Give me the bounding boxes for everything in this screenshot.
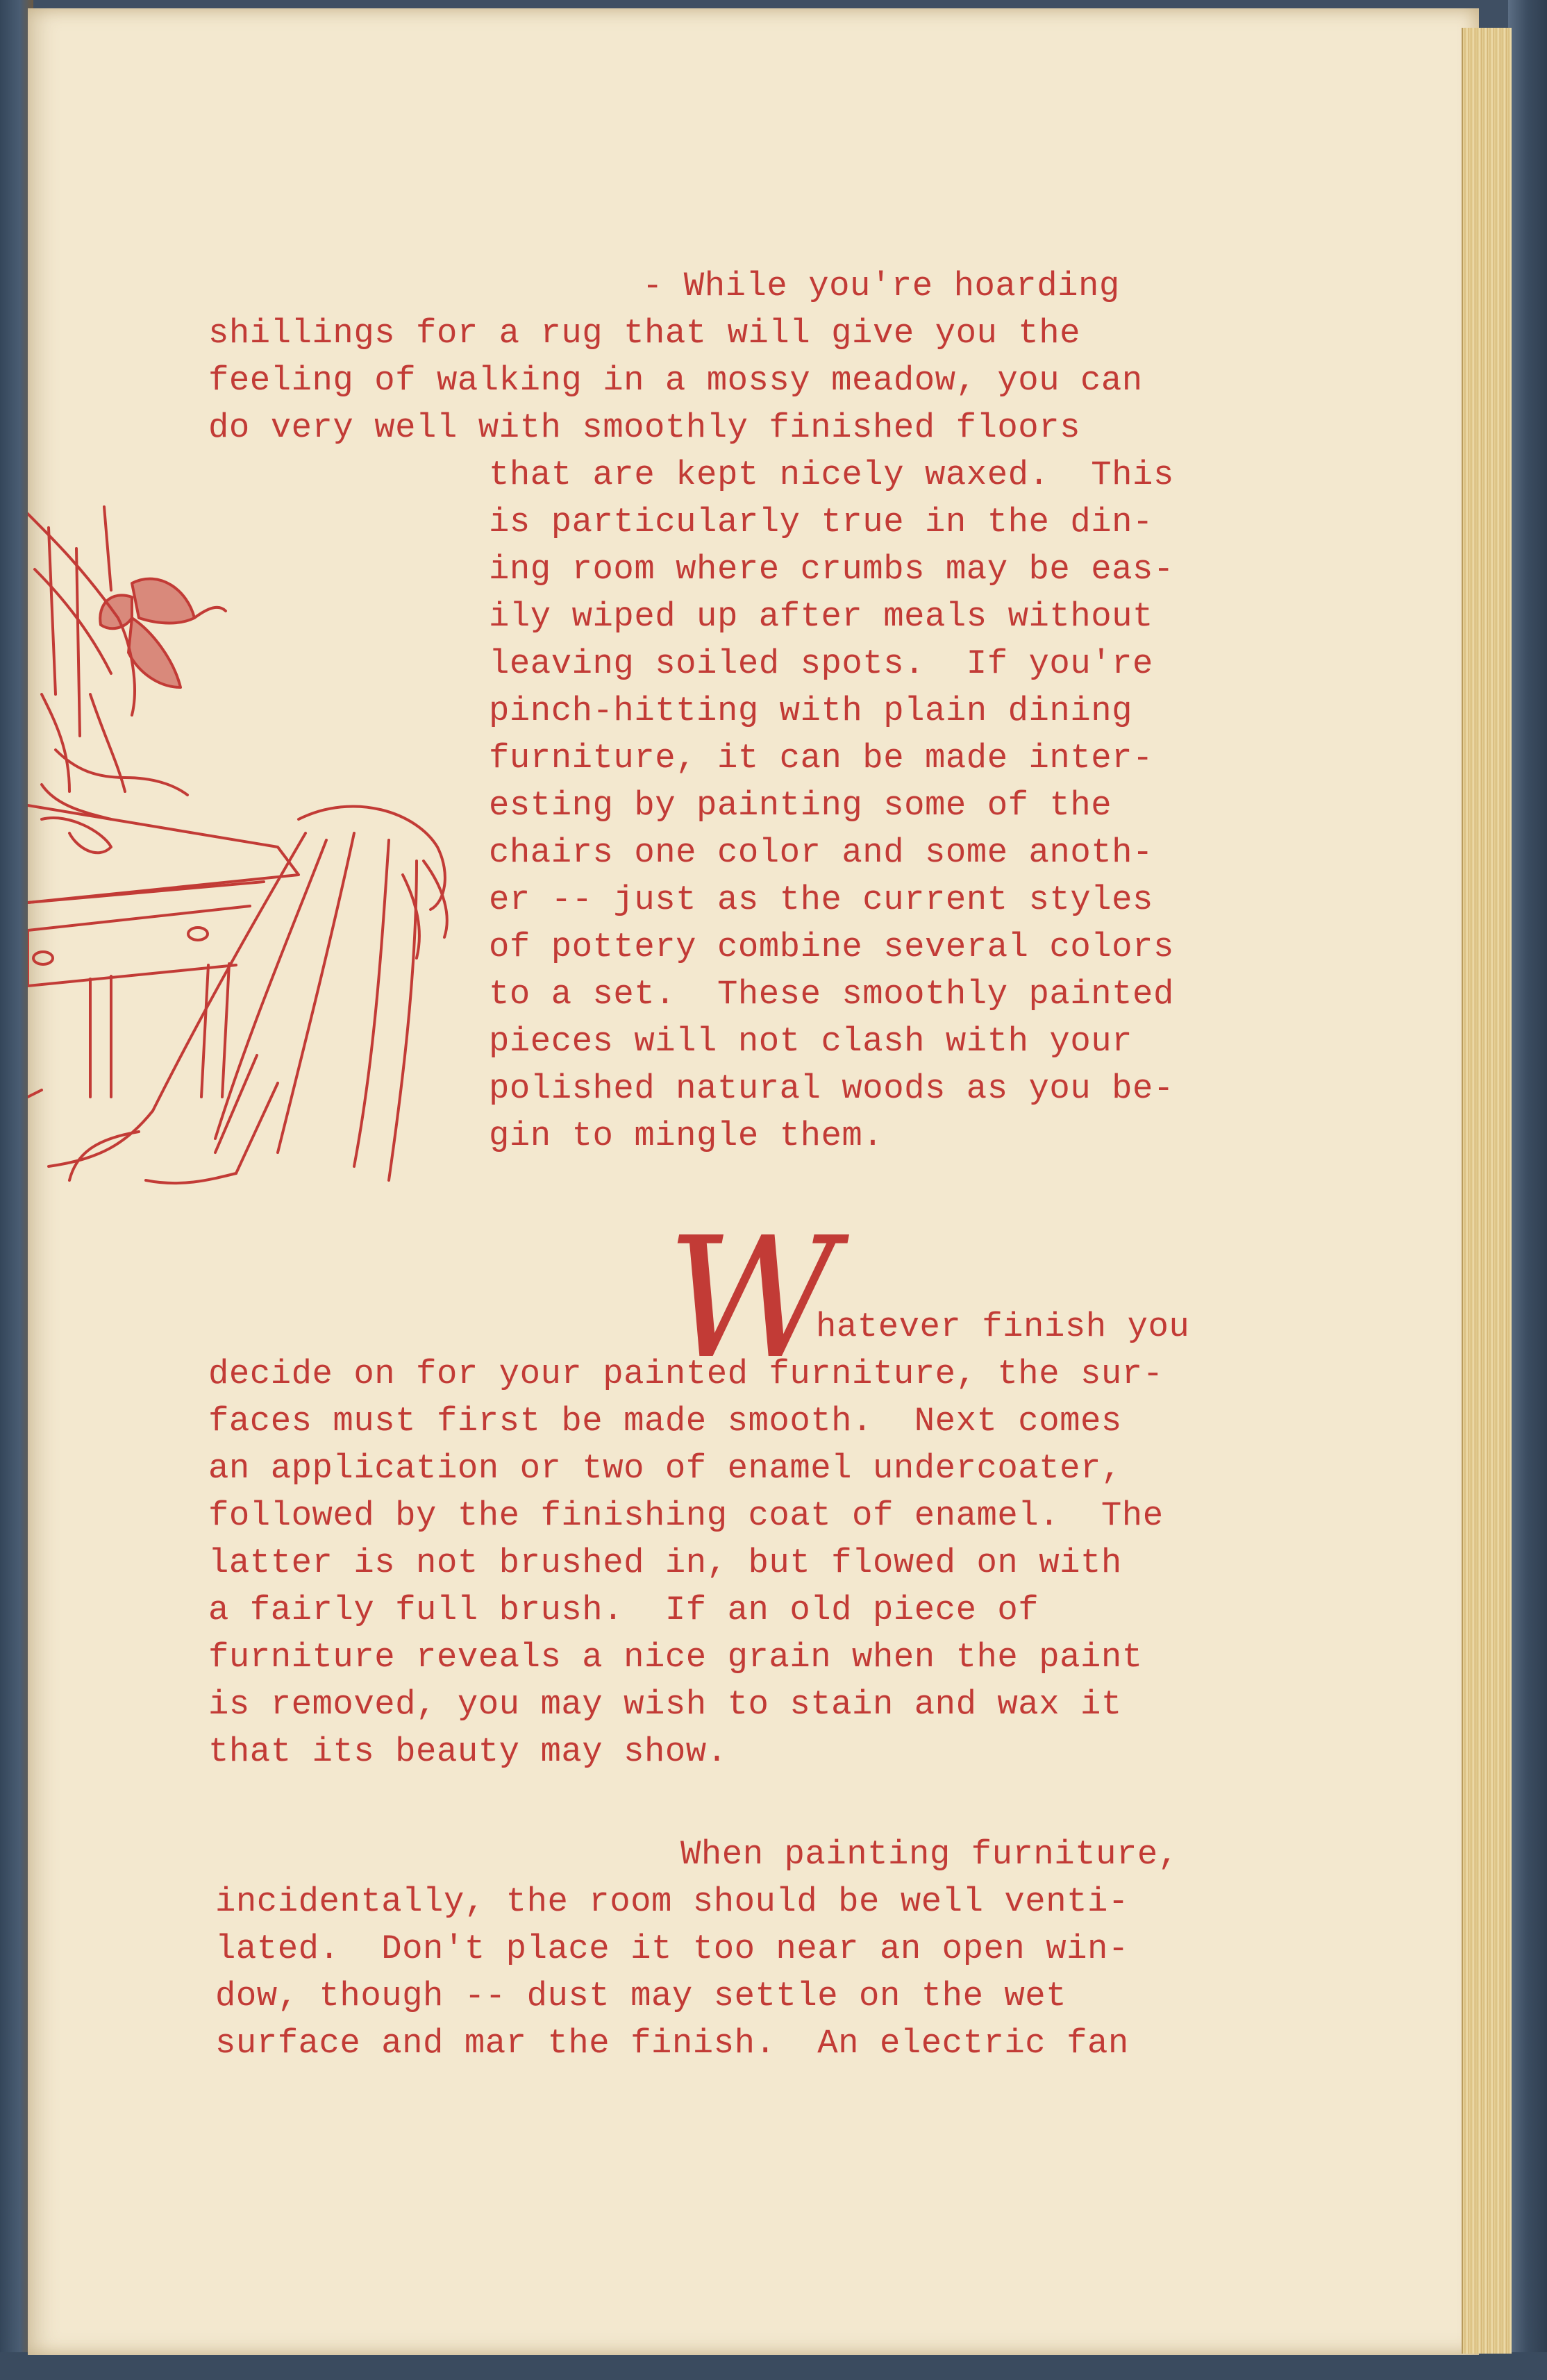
paragraph1-line: shillings for a rug that will give you the	[208, 314, 1081, 353]
paragraph1-line: leaving soiled spots. If you're	[489, 644, 1153, 683]
paragraph2-line: followed by the finishing coat of enamel. The	[208, 1496, 1164, 1535]
paragraph3-line: When painting furniture,	[680, 1835, 1179, 1874]
paragraph3-line: lated. Don't place it too near an open win-	[215, 1929, 1129, 1968]
paragraph1-line: gin to mingle them.	[489, 1116, 884, 1155]
paragraph1-line: do very well with smoothly finished floors	[208, 408, 1081, 447]
paragraph1-line: ily wiped up after meals without	[489, 597, 1153, 636]
table-with-draped-cloth-and-bow-drawing-icon	[28, 486, 458, 1194]
paragraph2-line: that its beauty may show.	[208, 1732, 728, 1771]
book-cover-bottom	[0, 2352, 1547, 2380]
paragraph1-line: esting by painting some of the	[489, 786, 1112, 825]
paragraph1-line: - While you're hoarding	[642, 267, 1120, 305]
paragraph2-line: decide on for your painted furniture, the sur-	[208, 1355, 1164, 1393]
paragraph2-line: faces must first be made smooth. Next comes	[208, 1402, 1122, 1441]
paragraph2-line: is removed, you may wish to stain and wax it	[208, 1685, 1122, 1724]
paragraph1-line: to a set. These smoothly painted	[489, 975, 1174, 1014]
paragraph1-line: chairs one color and some anoth-	[489, 833, 1153, 872]
paragraph2-line: furniture reveals a nice grain when the paint	[208, 1638, 1143, 1677]
book-cover-right	[1508, 0, 1547, 2380]
paragraph1-line: feeling of walking in a mossy meadow, you can	[208, 361, 1143, 400]
paragraph1-line: furniture, it can be made inter-	[489, 739, 1153, 778]
paragraph3-line: incidentally, the room should be well venti-	[215, 1882, 1129, 1921]
drop-cap: W	[667, 1201, 838, 1396]
paragraph1-line: that are kept nicely waxed. This	[489, 455, 1174, 494]
paragraph3-line: dow, though -- dust may settle on the wet	[215, 1977, 1067, 2016]
paragraph1-line: pieces will not clash with your	[489, 1022, 1133, 1061]
paragraph2-line: hatever finish you	[816, 1307, 1190, 1346]
paragraph1-line: pinch-hitting with plain dining	[489, 692, 1133, 730]
paragraph1-line: er -- just as the current styles	[489, 880, 1153, 919]
paragraph3-line: surface and mar the finish. An electric fan	[215, 2024, 1129, 2063]
paragraph1-line: polished natural woods as you be-	[489, 1069, 1174, 1108]
paragraph1-line: of pottery combine several colors	[489, 928, 1174, 966]
paragraph2-line: a fairly full brush. If an old piece of	[208, 1591, 1039, 1629]
paragraph2-line: latter is not brushed in, but flowed on with	[208, 1543, 1122, 1582]
page-edges	[1462, 28, 1512, 2354]
paragraph1-line: ing room where crumbs may be eas-	[489, 550, 1174, 589]
paragraph1-line: is particularly true in the din-	[489, 503, 1153, 542]
paragraph2-line: an application or two of enamel undercoater,	[208, 1449, 1122, 1488]
